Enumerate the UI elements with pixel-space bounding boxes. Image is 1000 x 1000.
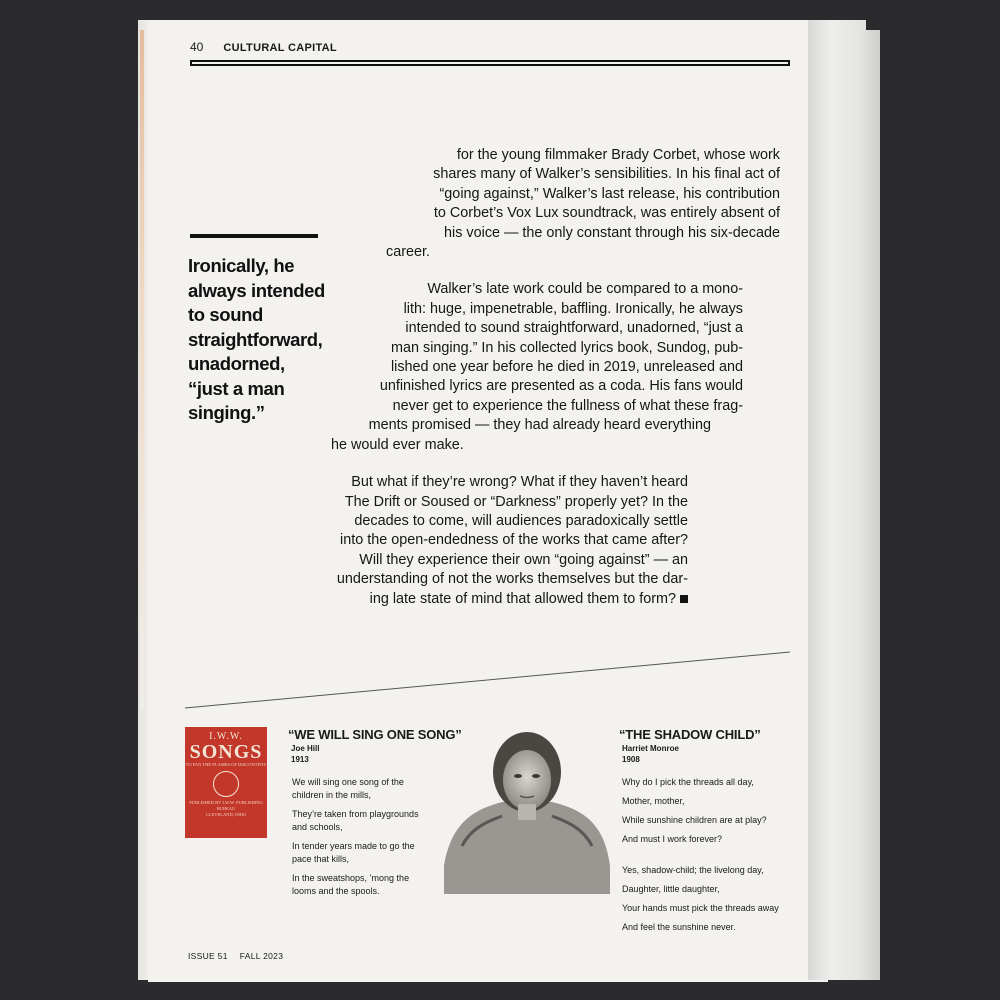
verse-line: And must I work forever? <box>622 834 723 844</box>
verse-line: Why do I pick the threads all day, <box>622 777 754 787</box>
text-line: never get to experience the fullness of what these frag- <box>392 397 743 414</box>
diagonal-divider <box>185 650 790 710</box>
text-line: lished one year before he died in 2019, unreleased and <box>390 359 743 376</box>
cover-line-5: CLEVELAND, OHIO <box>205 812 247 817</box>
song-2-verse <box>622 776 779 934</box>
text-line: unfinished lyrics are presented as a coda. His fans would <box>379 378 743 395</box>
verse-line: In tender years made to go the <box>292 841 415 851</box>
article-body <box>288 146 788 609</box>
text-line: ing late state of mind that allowed them to form? <box>369 590 676 607</box>
text-line: ments promised — they had already heard everything <box>368 417 711 434</box>
pull-quote: Ironically, he always intended to sound straightforward, unadorned, “just a man singing.” <box>188 255 325 423</box>
song-1-title: “WE WILL SING ONE SONG” <box>288 727 462 742</box>
verse-line: And feel the sunshine never. <box>622 922 736 932</box>
running-header <box>190 40 337 54</box>
text-line: Will they experience their own “going against” — an <box>359 551 688 568</box>
cover-line-3: TO FAN THE FLAMES OF DISCONTENT <box>185 762 267 767</box>
text-line: for the young filmmaker Brady Corbet, whose work <box>456 147 780 163</box>
cover-line-4: PUBLISHED BY I.W.W. PUBLISHING BUREAU <box>189 800 263 811</box>
text-line: his voice — the only constant through his six-decade <box>444 224 780 241</box>
verse-line: In the sweatshops, ’mong the <box>292 873 410 883</box>
eye-right <box>532 774 540 778</box>
text-line-last <box>288 590 688 609</box>
portrait-photo <box>442 716 612 894</box>
text-line: “going against,” Walker’s last release, his contribution <box>439 185 780 202</box>
verse-line: and schools, <box>292 822 343 832</box>
section-title: CULTURAL CAPITAL <box>223 42 337 54</box>
paragraph-1 <box>288 146 780 262</box>
verse-stanza-1 <box>622 776 779 846</box>
song-1-verse <box>292 776 419 898</box>
page-footer <box>188 951 283 961</box>
paragraph-gap <box>288 262 788 280</box>
italic-line: to Corbet’s Vox Lux soundtrack, was entirely absent of <box>433 205 780 222</box>
verse-line: pace that kills, <box>292 854 350 864</box>
song-1-author: Joe Hill <box>291 744 320 753</box>
page-stack-edge <box>858 30 880 980</box>
text-line: he would ever make. <box>331 436 464 453</box>
text-line: Walker’s late work could be compared to a mono- <box>427 281 743 298</box>
text-line: But what if they’re wrong? What if they haven’t heard <box>351 474 688 491</box>
issue-number: ISSUE 51 <box>188 951 228 961</box>
song-2-author: Harriet Monroe <box>622 744 679 753</box>
header-rule <box>190 60 790 66</box>
text-line: decades to come, will audiences paradoxically settle <box>354 512 688 529</box>
verse-line: looms and the spools. <box>292 886 380 896</box>
text-line-italic <box>288 204 780 223</box>
page-number: 40 <box>190 40 204 54</box>
face-shape <box>503 750 551 810</box>
verse-line: Mother, mother, <box>622 796 685 806</box>
song-2-title: “THE SHADOW CHILD” <box>619 727 761 742</box>
spine-stain <box>140 30 144 710</box>
song-2-year: 1908 <box>622 755 640 764</box>
verse-line: Daughter, little daughter, <box>622 884 720 894</box>
text-line: into the open-endedness of the works that came after? <box>340 532 688 549</box>
verse-line: children in the mills, <box>292 790 372 800</box>
cover-line-1: I.W.W. <box>209 731 243 742</box>
issue-season: FALL 2023 <box>239 951 284 961</box>
paragraph-3 <box>288 473 688 609</box>
cover-line-2: SONGS <box>189 741 263 763</box>
song-1-year: 1913 <box>291 755 309 764</box>
paragraph-2 <box>288 280 743 455</box>
verse-line: While sunshine children are at play? <box>622 815 767 825</box>
end-mark-icon <box>680 595 688 603</box>
paragraph-gap <box>288 455 788 473</box>
text-line: shares many of Walker’s sensibilities. In his final act of <box>433 166 780 183</box>
divider-line <box>185 652 790 708</box>
text-line: man singing.” In his collected lyrics book, Sundog, pub- <box>391 339 743 356</box>
verse-line: We will sing one song of the <box>292 777 404 787</box>
text-line: lith: huge, impenetrable, baffling. Ironically, he always <box>403 300 743 317</box>
verse-line: Your hands must pick the threads away <box>622 903 779 913</box>
text-line: understanding of not the works themselves but the dar- <box>336 571 688 588</box>
verse-line: They’re taken from playgrounds <box>292 809 419 819</box>
cover-seal-icon <box>213 771 239 797</box>
iww-songs-cover <box>185 727 267 838</box>
text-line: career. <box>386 244 430 261</box>
text-line: intended to sound straightforward, unadorned, “just a <box>405 320 743 337</box>
neck-shape <box>518 804 536 820</box>
verse-stanza-2 <box>622 864 779 934</box>
text-line: The Drift or Soused or “Darkness” properly yet? In the <box>344 493 688 510</box>
verse-line: Yes, shadow-child; the livelong day, <box>622 865 764 875</box>
eye-left <box>514 774 522 778</box>
